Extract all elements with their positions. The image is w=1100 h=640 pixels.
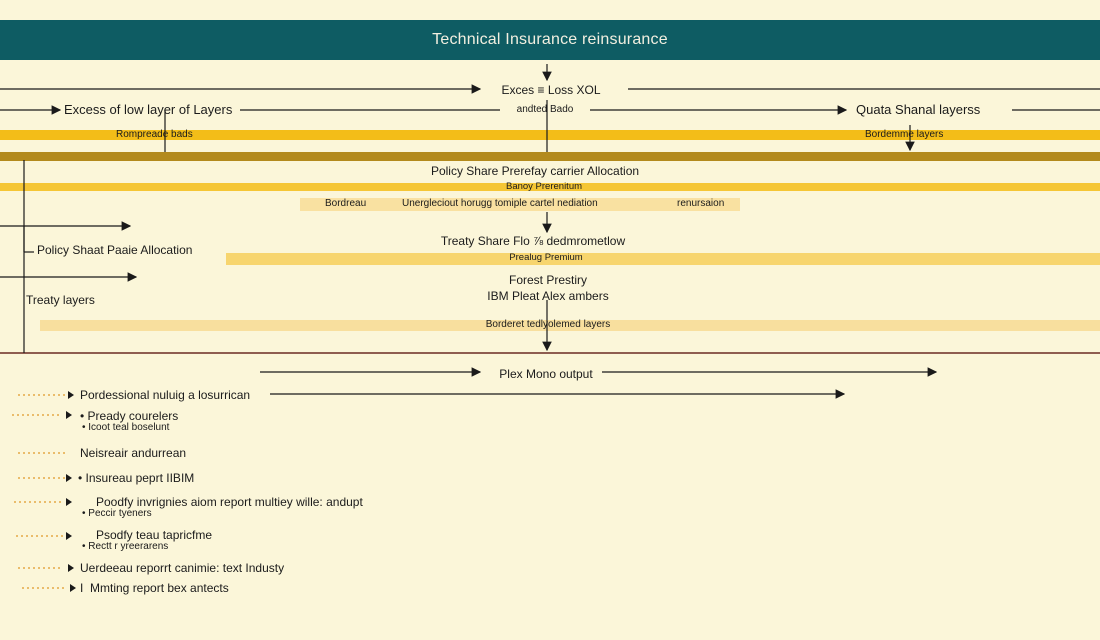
band-premium-label: Banoy Prerenitum (505, 181, 583, 192)
list-item-main: I Mmting report bex antects (80, 581, 229, 595)
node-treaty-flow: Treaty Share Flo ⅞ dedmrometlow (440, 234, 626, 248)
node-excess-loss: Exces ≡ Loss XOL (501, 83, 601, 97)
list-item-main: • Insureau peprt IIBIM (78, 471, 195, 485)
row-middle: Unergleciout horugg tomiple cartel nediation (402, 198, 598, 209)
list-item-main: Psodfy teau tapricfme (96, 528, 213, 542)
gold-band-3 (226, 253, 1100, 265)
list-item-sub: • Peccir tyeners (82, 508, 152, 519)
node-ibm: IBM Pleat Alex ambers (487, 289, 609, 303)
band-left-label: Rompreade bads (116, 129, 193, 140)
dark-gold-band (0, 152, 1100, 161)
band-bottom-label: Borderet tedlyolemed layers (485, 319, 611, 330)
list-item-main: Uerdeeau reporrt canimie: text Industy (80, 561, 285, 575)
node-quota-share: Quata Shanal layerss (856, 102, 981, 117)
band-premium-2: Prealug Premium (509, 252, 583, 263)
list-item-main: Neisreair andurrean (80, 446, 187, 460)
list-item-sub: • Icoot teal boselunt (82, 422, 170, 433)
node-excess-low-layer: Excess of low layer of Layers (64, 102, 233, 117)
list-item-main: • Pready courelers (80, 409, 179, 423)
node-treaty-layers: Treaty layers (26, 293, 95, 307)
band-right-label: Bordemme layers (865, 129, 944, 140)
header-title: Technical Insurance reinsurance (432, 31, 668, 48)
list-item-main: Poodfy invrignies aiom report multiey wille: andupt (96, 495, 363, 509)
row-right: renursaion (677, 198, 725, 209)
list-item-main: Pordessional nuluig a losurrican (80, 388, 251, 402)
list-leaders (12, 395, 66, 588)
node-top-sub: andted Bado (516, 104, 574, 115)
node-forest: Forest Prestiry (508, 273, 588, 287)
list-markers (66, 391, 76, 592)
node-policy-share: Policy Share Prerefay carrier Allocation (430, 164, 640, 178)
list-item-sub: • Rectt r yreerarens (82, 541, 169, 552)
node-policy-shaat: Policy Shaat Paaie Allocation (37, 243, 193, 257)
row-bordereau: Bordreau (325, 198, 367, 209)
node-output: Plex Mono output (499, 367, 593, 381)
